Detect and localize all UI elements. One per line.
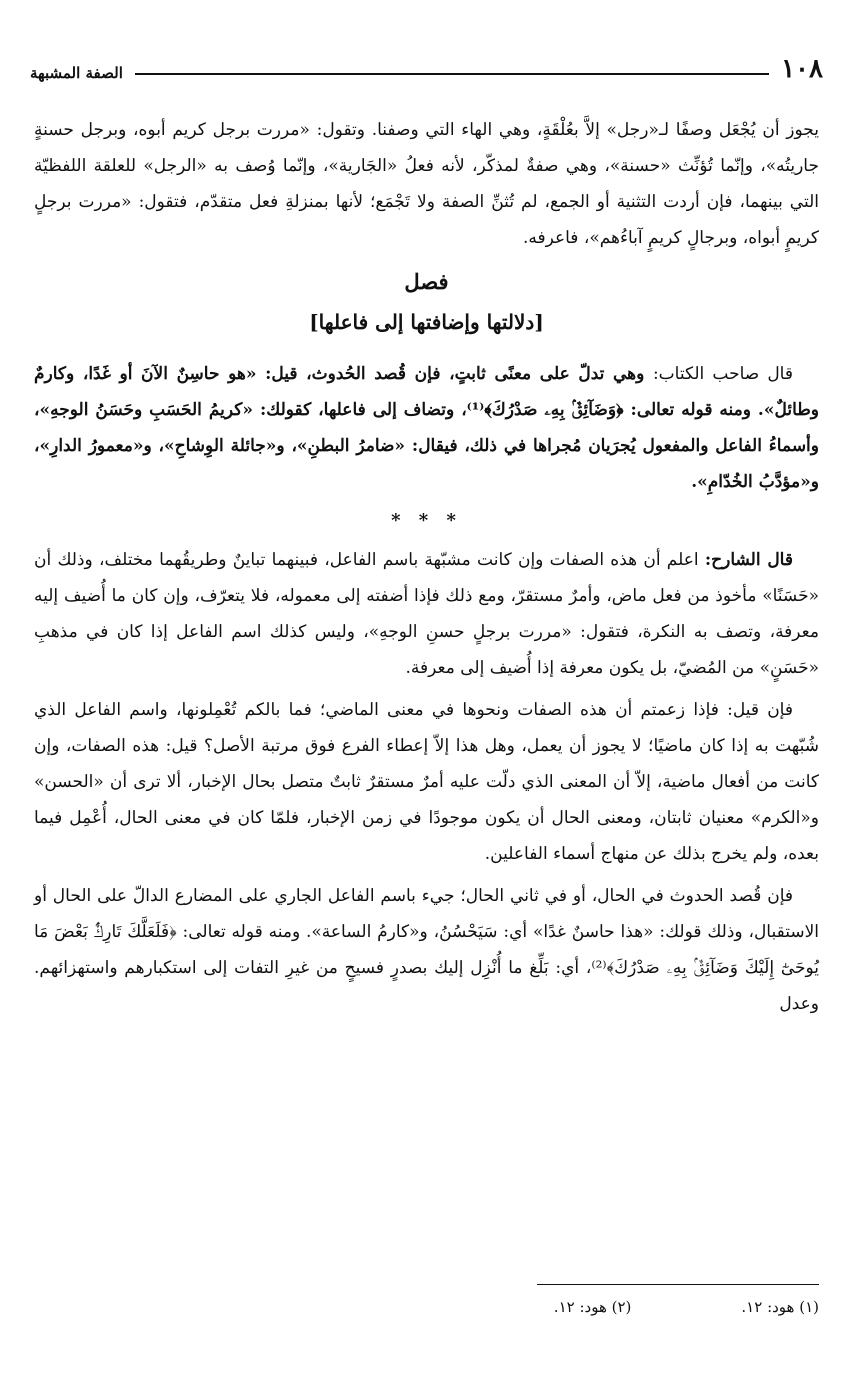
matn-paragraph [34,356,819,500]
header-rule [135,73,769,75]
section-separator: * * * [391,510,462,531]
sharh-text: اعلم أن هذه الصفات وإن كانت مشبّهة باسم الفاعل، فبينهما تباينٌ وطريقُهما مختلف، وذلك أن «حَسَنًا» مأخوذ من فعل ماض، وأمرٌ مستقرّ، ومع ذلك فإذا أضفته إلى معموله، فلا يتعرّف، وإن كان ما أُضيف إليه معرفة، وتصف به النكرة، فتقول: «مررت برجلٍ حسنِ الوجهِ»، وليس كذلك اسم الفاعل إذا كان في مذهبِ «حَسَنٍ» من المُضيّ، بل يكون معرفة إذا أُضيف إلى معرفة. [34,550,819,678]
section-heading: فصل [404,269,449,294]
running-title: الصفة المشبهة [30,64,123,82]
section-subheading: [دلالتها وإضافتها إلى فاعلها] [309,310,544,334]
main-text [34,356,819,1022]
sharh-paragraph: فإن قُصد الحدوث في الحال، أو في ثاني الحال؛ جيء باسم الفاعل الجاري على المضارع الدالّ على الحال أو الاستقبال، وذلك قولك: «هذا حاسنٌ غدًا» أي: سَيَحْسُنُ، و«كارمُ الساعة». ومنه قوله تعالى: ﴿فَلَعَلَّكَ تَارِكٌۢ بَعْضَ مَا يُوحَىٰٓ إِلَيْكَ وَضَآئِقٌۢ بِهِۦ صَدْرُكَ﴾⁽²⁾، أي: بَلِّغ ما أُنْزِل إليك بصدرٍ فسيحٍ من غيرِ التفات إلى استكبارهم واستهزائهم. وعدل [34,886,820,1014]
footnote: (١) هود: ١٢. [741,1298,819,1316]
page-header [30,50,823,84]
footnote-rule [537,1284,819,1285]
footnotes [259,1296,819,1320]
sharh-lead: قال الشارح: [704,550,793,570]
sharh-paragraph [34,542,819,686]
page-number: ١٠٨ [781,54,823,84]
page-body [34,112,819,1028]
matn-text: وهي تدلّ على معنًى ثابتٍ، فإن قُصد الحُدوث، قيل: «هو حاسِنٌ الآنَ أو غَدًا، وكارمٌ وطائلٌ». ومنه قوله تعالى: ﴿وَضَآئِقٌۢ بِهِۦ صَدْرُكَ﴾⁽¹⁾، وتضاف إلى فاعلها، كقولك: «كريمُ الحَسَبِ وحَسَنُ الوجهِ»، وأسماءُ الفاعل والمفعول يُجرَيان مُجراها في ذلك، فيقال: «ضامرُ البطنِ»، و«جائلة الوِشاحِ»، و«معمورُ الدارِ»، و«مؤدَّبُ الخُدّامِ». [34,364,819,492]
sharh-paragraph: فإن قيل: فإذا زعمتم أن هذه الصفات ونحوها في معنى الماضي؛ فما بالكم تُعْمِلونها، واسم الفاعل الذي شُبّهت به إذا كان ماضيًا؛ لا يجوز أن يعمل، وهل هذا إلاّ إعطاء الفرع فوق مرتبة الأصل؟ قيل: هذه الصفات، وإن كانت من أفعال ماضية، إلاّ أن المعنى الذي دلّت عليه أمرٌ مستقرٌ ثابتٌ متصل بحال الإخبار، ألا ترى أن «الحسن» و«الكرم» معنيان ثابتان، ومعنى الحال أن يكون موجودًا في زمن الإخبار، فلمّا كان في معنى الحال، أُعْمِل فيما بعده، ولم يخرج بذلك عن منهاج أسماء الفاعلين. [34,700,819,864]
matn-intro: قال صاحب الكتاب: [652,364,793,384]
footnote: (٢) هود: ١٢. [553,1298,632,1316]
opening-paragraph: يجوز أن يُجْعَل وصفًا لـ«رجل» إلاَّ بعُلْقَةٍ، وهي الهاء التي وصفنا. وتقول: «مررت برجل كريم أبوه، وبرجل حسنةٍ جاريتُه»، وإنّما تُؤنِّث «حسنة»، وهي صفةٌ لمذكّر، لأنه فعلُ «الجَارية»، وإنّما وُصف به «الرجل» للعلقة اللفظيّة التي بينهما، فإن أردت التثنية أو الجمع، لم تُثنِّ الصفة ولا تَجْمَع؛ لأنها بمنزلةِ فعل متقدّم، فتقول: «مررت برجلٍ كريمٍ أبواه، وبرجالٍ كريمٍ آباءُهم»، فاعرفه. [34,120,819,248]
